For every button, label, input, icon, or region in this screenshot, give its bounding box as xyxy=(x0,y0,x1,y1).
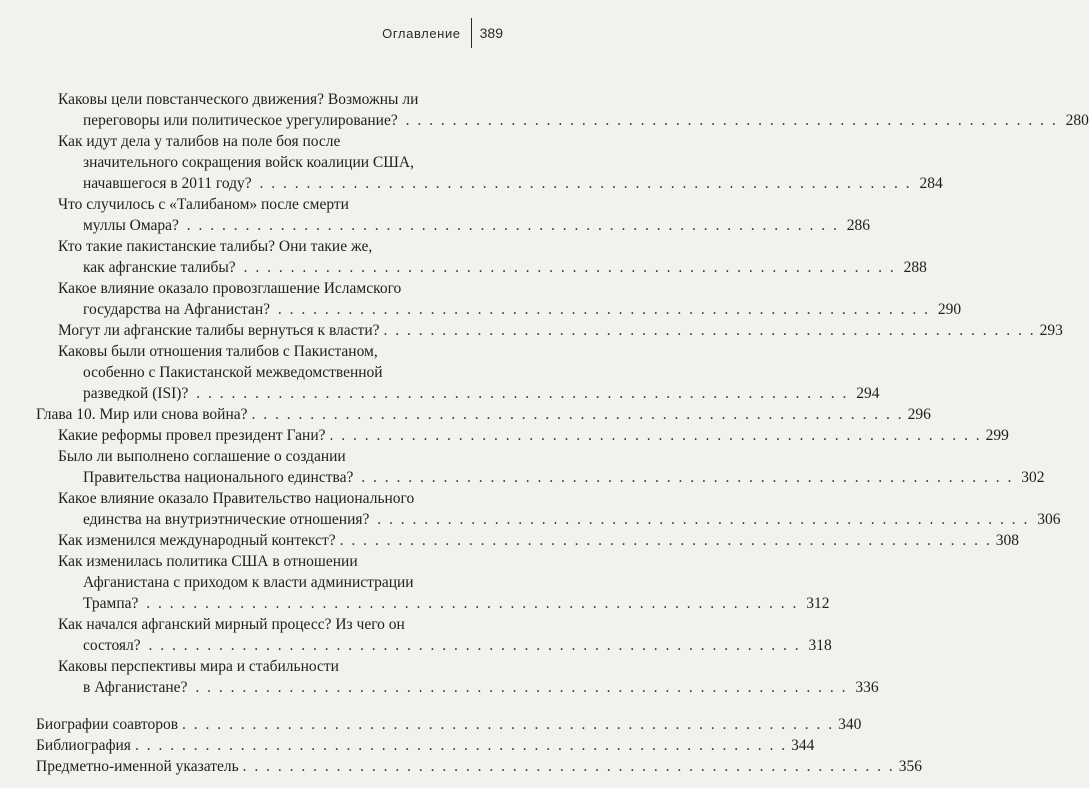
dot-leader xyxy=(146,595,798,612)
dot-leader xyxy=(361,469,1013,486)
toc-backmatter-entry[interactable] xyxy=(36,735,815,756)
dot-leader xyxy=(377,511,1029,528)
toc-page-number: 296 xyxy=(907,406,931,423)
toc-entry[interactable] xyxy=(36,341,880,404)
toc-entry[interactable] xyxy=(36,278,962,320)
dot-leader xyxy=(196,385,848,402)
toc-entry-line: Могут ли афганские талибы вернуться к власти? xyxy=(58,322,380,339)
toc-entry-line: Как изменился международный контекст? xyxy=(58,532,336,549)
toc-entry-line: переговоры или политическое урегулирование? xyxy=(83,112,398,129)
toc-page-number: 290 xyxy=(937,301,962,318)
toc-entry-line: Каковы цели повстанческого движения? Возможны ли xyxy=(58,91,419,108)
toc-page-number: 312 xyxy=(806,595,830,612)
toc-entry[interactable] xyxy=(36,446,1045,488)
toc-entry-line: как афганские талибы? xyxy=(83,259,236,276)
toc-entry-line: Кто такие пакистанские талибы? Они такие же, xyxy=(58,238,373,255)
toc-page-number: 286 xyxy=(846,217,871,234)
toc-entry[interactable] xyxy=(36,425,1009,446)
dot-leader xyxy=(330,425,982,446)
toc-entry-line: Каковы были отношения талибов с Пакистаном, xyxy=(58,343,378,360)
toc-entry[interactable] xyxy=(36,488,1061,530)
toc-page-number: 293 xyxy=(1039,322,1063,339)
toc-entry[interactable] xyxy=(36,551,830,614)
toc-entry[interactable] xyxy=(36,320,1063,341)
dot-leader xyxy=(195,679,847,696)
toc-entry[interactable] xyxy=(36,89,1089,131)
toc-entry-line: Библиография xyxy=(36,737,131,754)
toc-entry-line: Каковы перспективы мира и стабильности xyxy=(58,658,339,675)
toc-entry-line: особенно с Пакистанской межведомственной xyxy=(83,364,383,381)
toc-entry-line: начавшегося в 2011 году? xyxy=(83,175,252,192)
dot-leader xyxy=(149,637,801,654)
toc-entry-line: Какое влияние оказало провозглашение Исламского xyxy=(58,280,402,297)
toc-entry-line: муллы Омара? xyxy=(83,217,179,234)
toc-entry-line: Как начался афганский мирный процесс? Из чего он xyxy=(58,616,405,633)
toc-entry-line: Афганистана с приходом к власти администрации xyxy=(83,574,414,591)
toc-entry[interactable] xyxy=(36,131,943,194)
toc-entry-line: в Афганистане? xyxy=(83,679,188,696)
toc-entry-line: Правительства национального единства? xyxy=(83,469,354,486)
toc-backmatter-entry[interactable] xyxy=(36,714,862,735)
toc-entry[interactable] xyxy=(36,656,879,698)
toc-entry-line: государства на Афганистан? xyxy=(83,301,271,318)
toc-page-number: 336 xyxy=(855,679,879,696)
toc-backmatter-entry[interactable] xyxy=(36,756,923,777)
toc-entry-line: Какое влияние оказало Правительство национального xyxy=(58,490,415,507)
toc-entry-line: Что случилось с «Талибаном» после смерти xyxy=(58,196,349,213)
toc-entry-line: Как изменилась политика США в отношении xyxy=(58,553,358,570)
dot-leader xyxy=(244,259,896,276)
dot-leader xyxy=(340,530,992,551)
toc-chapter-entry[interactable] xyxy=(36,404,931,425)
toc-page-number: 288 xyxy=(903,259,927,276)
dot-leader xyxy=(252,404,904,425)
toc-entry[interactable] xyxy=(36,530,1020,551)
header-section-title: Оглавление xyxy=(382,25,461,41)
toc-page-number: 318 xyxy=(808,637,832,654)
toc-entry[interactable] xyxy=(36,236,927,278)
running-header xyxy=(382,18,503,48)
toc-chapter-title: Глава 10. Мир или снова война? xyxy=(36,406,248,423)
toc-entry[interactable] xyxy=(36,614,832,656)
spacer xyxy=(36,698,474,714)
dot-leader xyxy=(384,320,1036,341)
toc-page-number: 299 xyxy=(985,427,1009,444)
toc-page-number: 302 xyxy=(1021,469,1045,486)
dot-leader xyxy=(187,217,839,234)
dot-leader xyxy=(406,112,1058,129)
table-of-contents xyxy=(36,89,1089,777)
toc-page-number: 308 xyxy=(995,532,1020,549)
toc-page-number: 356 xyxy=(898,758,923,775)
toc-page-number: 306 xyxy=(1037,511,1061,528)
toc-entry-line: единства на внутриэтнические отношения? xyxy=(83,511,370,528)
dot-leader xyxy=(278,301,930,318)
toc-entry-line: Биографии соавторов xyxy=(36,716,179,733)
toc-page-number: 344 xyxy=(791,737,815,754)
toc-entry[interactable] xyxy=(36,194,871,236)
toc-page-number: 294 xyxy=(856,385,880,402)
dot-leader xyxy=(243,756,895,777)
toc-page-number: 280 xyxy=(1065,112,1089,129)
dot-leader xyxy=(182,714,834,735)
header-page-number: 389 xyxy=(479,25,503,41)
dot-leader xyxy=(135,735,787,756)
toc-entry-line: Трампа? xyxy=(83,595,139,612)
toc-entry-line: Как идут дела у талибов на поле боя после xyxy=(58,133,341,150)
toc-entry-line: Было ли выполнено соглашение о создании xyxy=(58,448,346,465)
toc-entry-line: разведкой (ISI)? xyxy=(83,385,189,402)
toc-page-number: 284 xyxy=(919,175,943,192)
toc-entry-line: значительного сокращения войск коалиции США, xyxy=(83,154,414,171)
dot-leader xyxy=(260,175,912,192)
toc-entry-line: Какие реформы провел президент Гани? xyxy=(58,427,326,444)
toc-page-number: 340 xyxy=(838,716,862,733)
toc-entry-line: состоял? xyxy=(83,637,141,654)
toc-entry-line: Предметно-именной указатель xyxy=(36,758,239,775)
